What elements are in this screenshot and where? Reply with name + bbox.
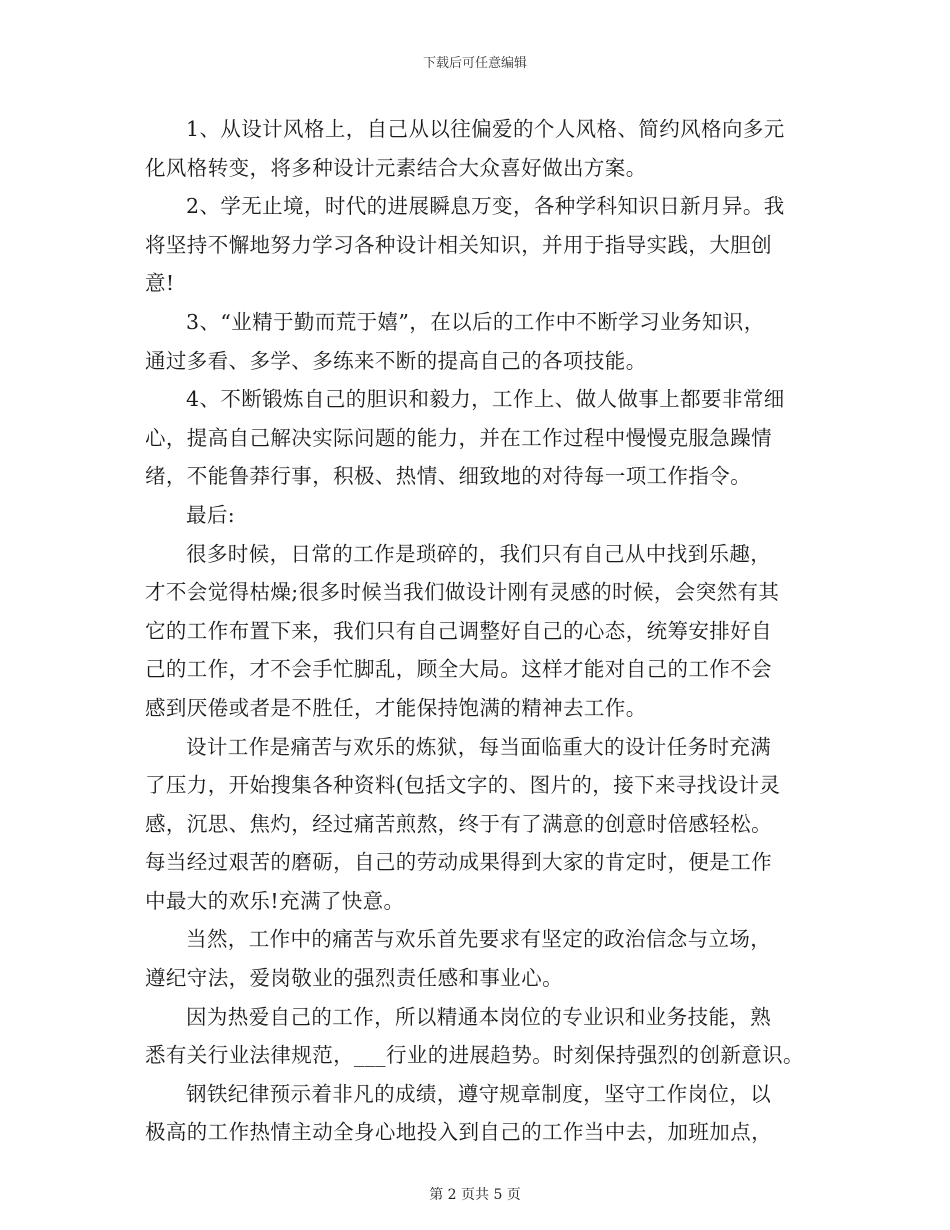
paragraph-5: 最后: [186, 502, 236, 527]
document-body [145, 110, 835, 1152]
paragraph-10: 钢铁纪律预示着非凡的成绩，遵守规章制度，坚守工作岗位，以 极高的工作热情主动全身心地投入到自己的工作当中去，加班加点， [145, 1081, 772, 1145]
paragraph-4: 4、不断锻炼自己的胆识和毅力，工作上、做人做事上都要非常细 心，提高自己解决实际问题的能力，并在工作过程中慢慢克服急躁情 绪，不能鲁莽行事，积极、热情、细致地的对待每一项工作指令。 [145, 387, 785, 489]
page-header: 下载后可任意编辑 [422, 56, 527, 71]
paragraph-7: 设计工作是痛苦与欢乐的炼狱，每当面临重大的设计任务时充满 了压力，开始搜集各种资料(包括文字的、图片的，接下来寻找设计灵 感，沉思、焦灼，经过痛苦煎熬，终于有了满意的创意时倍感轻松。 每当经过艰苦的磨砺，自己的劳动成果得到大家的肯定时，便是工作 中最大的欢乐!充满了快意。 [145, 734, 781, 913]
paragraph-2: 2、学无止境，时代的进展瞬息万变，各种学科知识日新月异。我 将坚持不懈地努力学习各种设计相关知识，并用于指导实践，大胆创 意! [145, 194, 785, 296]
paragraph-8: 当然，工作中的痛苦与欢乐首先要求有坚定的政治信念与立场， 遵纪守法，爱岗敬业的强烈责任感和事业心。 [145, 927, 772, 991]
paragraph-1: 1、从设计风格上，自己从以往偏爱的个人风格、简约风格向多元 化风格转变，将多种设计元素结合大众喜好做出方案。 [145, 117, 785, 180]
paragraph-6: 很多时候，日常的工作是琐碎的，我们只有自己从中找到乐趣， 才不会觉得枯燥;很多时候当我们做设计刚有灵感的时候，会突然有其 它的工作布置下来，我们只有自己调整好自己的心态，统筹安排好自 己的工作，才不会手忙脚乱，顾全大局。这样才能对自己的工作不会 感到厌倦或者是不胜任，才能保持饱满的精神去工作。 [145, 541, 780, 720]
page-footer: 第 2 页共 5 页 [429, 1187, 521, 1203]
paragraph-9: 因为热爱自己的工作，所以精通本岗位的专业识和业务技能，熟 悉有关行业法律规范，___行业的进展趋势。时刻保持强烈的创新意识。 [145, 1004, 804, 1068]
paragraph-3: 3、“业精于勤而荒于嬉”，在以后的工作中不断学习业务知识， 通过多看、多学、多练来不断的提高自己的各项技能。 [145, 309, 765, 373]
